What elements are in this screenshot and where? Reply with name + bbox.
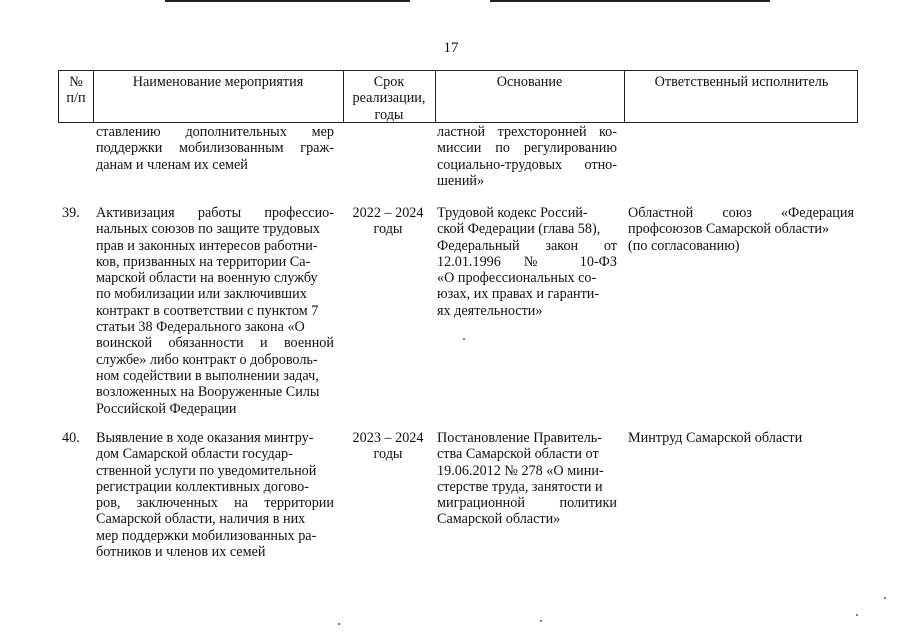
text-line: ставлению дополнительных мер	[96, 124, 334, 140]
row-number: 39.	[62, 205, 80, 221]
text-line: (по согласованию)	[628, 237, 740, 254]
text-line: Активизация работы профессио-	[96, 205, 334, 221]
row-basis	[437, 205, 617, 319]
row-basis	[437, 430, 617, 528]
text-line: Минтруд Самарской области	[628, 430, 803, 446]
scan-speck	[540, 620, 542, 622]
header-basis: Основание	[496, 74, 563, 90]
text-line: Российской Федерации	[96, 400, 237, 417]
text-line: Самарской области, наличия в них	[96, 511, 306, 528]
row-executor	[628, 430, 854, 446]
text-line: 12.01.1996 № 10-ФЗ	[437, 253, 617, 270]
text-line: ров, заключенных на территории	[96, 495, 334, 512]
text-line: миссии по регулированию	[437, 140, 617, 157]
text-line: ном содействии в выполнении задач,	[96, 367, 319, 384]
text-line: Трудовой кодекс Россий-	[437, 205, 588, 221]
text-line: Федеральный закон от	[437, 237, 617, 254]
text-line: 2022 – 2024	[352, 205, 424, 221]
text-line: ственной услуги по уведомительной	[96, 462, 317, 479]
page-number: 17	[443, 40, 459, 56]
text-line: Постановление Правитель-	[437, 430, 602, 446]
text-line: ластной трехсторонней ко-	[437, 124, 617, 140]
text-line: миграционной политики	[437, 495, 617, 512]
text-line: ков, призванных на территории Са-	[96, 253, 311, 270]
continuation-basis	[437, 124, 617, 189]
text-line: социально-трудовых отно-	[437, 156, 617, 173]
table-header	[58, 70, 858, 123]
text-line: годы	[373, 446, 403, 463]
row-term	[344, 205, 432, 238]
scan-speck	[856, 614, 858, 616]
text-line: дом Самарской области государ-	[96, 446, 293, 463]
header-name: Наименование мероприятия	[132, 74, 304, 90]
header-term	[343, 71, 435, 122]
header-num-line: п/п	[66, 90, 86, 107]
top-border-line-right	[490, 0, 770, 2]
row-executor	[628, 205, 854, 254]
header-num	[59, 71, 93, 122]
text-line: данам и членам их семей	[96, 156, 248, 173]
text-line: юзах, их правах и гаранти-	[437, 286, 600, 303]
text-line: прав и законных интересов работни-	[96, 237, 318, 254]
scan-speck	[338, 623, 340, 625]
text-line: регистрации коллективных догово-	[96, 478, 309, 495]
text-line: Выявление в ходе оказания минтру-	[96, 430, 314, 446]
row-name	[96, 430, 334, 560]
text-line: Самарской области»	[437, 511, 561, 528]
header-term-line: реализации,	[352, 90, 426, 107]
text-line: ях деятельности»	[437, 302, 543, 319]
text-line: ства Самарской области от	[437, 446, 599, 463]
row-number: 40.	[62, 430, 80, 446]
top-border-line-left	[165, 0, 410, 2]
text-line: профсоюзов Самарской области»	[628, 221, 830, 238]
continuation-name	[96, 124, 334, 173]
scan-speck	[463, 338, 465, 340]
header-term-line: годы	[374, 106, 404, 123]
text-line: службе» либо контракт о доброволь-	[96, 351, 318, 368]
scan-speck	[884, 597, 886, 599]
text-line: мер поддержки мобилизованных ра-	[96, 527, 317, 544]
text-line: контракт в соответствии с пунктом 7	[96, 302, 319, 319]
text-line: ской Федерации (глава 58),	[437, 221, 601, 238]
text-line: стерстве труда, занятости и	[437, 478, 603, 495]
row-term	[344, 430, 432, 463]
text-line: поддержки мобилизованным граж-	[96, 140, 334, 157]
text-line: по мобилизации или заключивших	[96, 286, 307, 303]
text-line: 2023 – 2024	[352, 430, 424, 446]
text-line: ботников и членов их семей	[96, 544, 266, 561]
text-line: шений»	[437, 172, 485, 189]
text-line: статьи 38 Федерального закона «О	[96, 319, 305, 336]
header-executor: Ответственный исполнитель	[654, 74, 829, 90]
header-num-line: №	[69, 74, 83, 90]
text-line: воинской обязанности и военной	[96, 335, 334, 352]
text-line: Областной союз «Федерация	[628, 205, 854, 221]
text-line: нальных союзов по защите трудовых	[96, 221, 320, 238]
text-line: возложенных на Вооруженные Силы	[96, 384, 320, 401]
text-line: марской области на военную службу	[96, 270, 318, 287]
header-term-line: Срок	[373, 74, 405, 90]
text-line: «О профессиональных со-	[437, 270, 597, 287]
text-line: 19.06.2012 № 278 «О мини-	[437, 462, 604, 479]
text-line: годы	[373, 221, 403, 238]
row-name	[96, 205, 334, 417]
